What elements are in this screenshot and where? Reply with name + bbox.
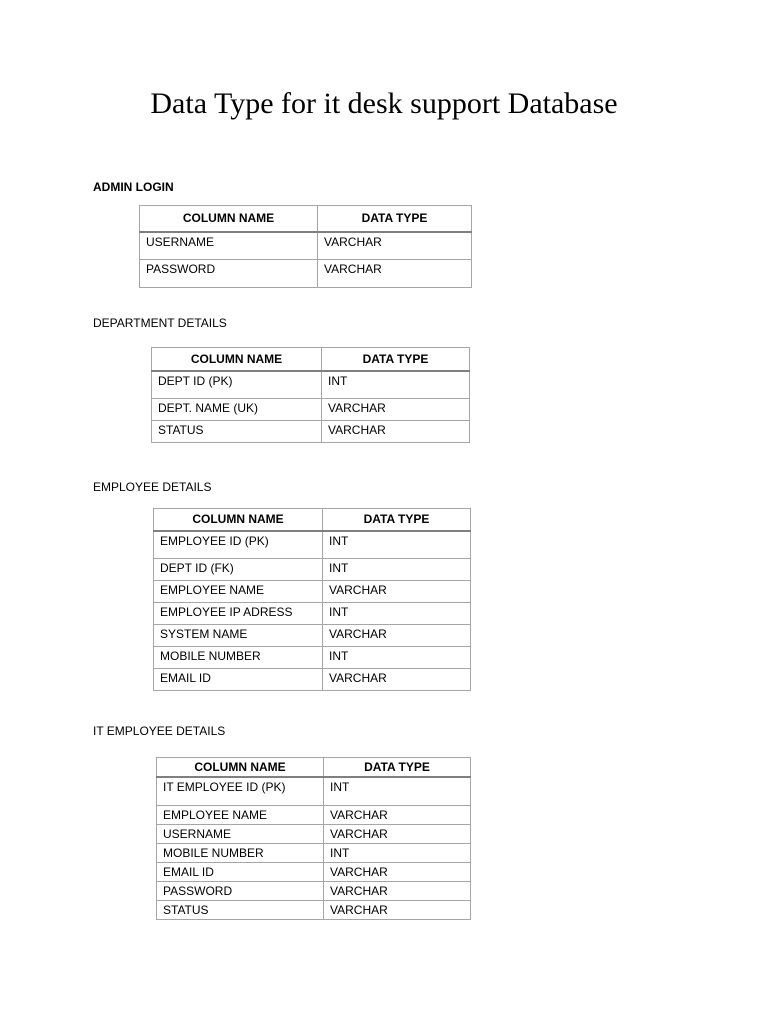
data-type-cell: VARCHAR (323, 581, 471, 603)
column-name-cell: EMPLOYEE IP ADRESS (154, 603, 323, 625)
column-name-cell: EMAIL ID (154, 669, 323, 691)
table-row (154, 531, 471, 559)
data-type-cell: INT (323, 647, 471, 669)
table-row (140, 260, 472, 288)
data-type-cell: VARCHAR (323, 625, 471, 647)
table-row (154, 669, 471, 691)
data-type-cell: VARCHAR (324, 901, 471, 920)
table-header-row (157, 758, 471, 777)
column-name-cell: EMPLOYEE ID (PK) (154, 531, 323, 559)
column-name-cell: USERNAME (140, 232, 318, 260)
table-row (157, 863, 471, 882)
data-type-header: DATA TYPE (318, 206, 472, 232)
section-heading-department-details: DEPARTMENT DETAILS (93, 316, 227, 330)
data-type-cell: INT (322, 371, 470, 399)
column-name-cell: IT EMPLOYEE ID (PK) (157, 777, 324, 806)
table-row (152, 371, 470, 399)
table-row (157, 844, 471, 863)
data-type-cell: VARCHAR (324, 882, 471, 901)
data-type-cell: INT (324, 777, 471, 806)
table-row (157, 825, 471, 844)
data-type-header: DATA TYPE (324, 758, 471, 777)
column-name-cell: SYSTEM NAME (154, 625, 323, 647)
table-row (152, 421, 470, 443)
section-heading-it-employee-details: IT EMPLOYEE DETAILS (93, 724, 226, 738)
data-type-cell: INT (323, 531, 471, 559)
data-type-cell: VARCHAR (324, 806, 471, 825)
column-name-header: COLUMN NAME (152, 348, 322, 371)
table-header-row (152, 348, 470, 371)
column-name-cell: DEPT. NAME (UK) (152, 399, 322, 421)
column-name-cell: EMPLOYEE NAME (154, 581, 323, 603)
data-type-cell: INT (323, 559, 471, 581)
table-row (140, 232, 472, 260)
section-heading-admin-login: ADMIN LOGIN (93, 180, 174, 194)
section-heading-employee-details: EMPLOYEE DETAILS (93, 480, 212, 494)
table-row (154, 625, 471, 647)
column-name-header: COLUMN NAME (154, 509, 323, 531)
it-employee-details-table (156, 757, 471, 920)
table-row (154, 603, 471, 625)
data-type-header: DATA TYPE (322, 348, 470, 371)
column-name-cell: DEPT ID (PK) (152, 371, 322, 399)
column-name-cell: EMAIL ID (157, 863, 324, 882)
data-type-cell: VARCHAR (323, 669, 471, 691)
column-name-header: COLUMN NAME (140, 206, 318, 232)
data-type-cell: INT (323, 603, 471, 625)
data-type-cell: VARCHAR (324, 825, 471, 844)
column-name-cell: PASSWORD (157, 882, 324, 901)
page-title: Data Type for it desk support Database (150, 87, 618, 120)
data-type-header: DATA TYPE (323, 509, 471, 531)
column-name-cell: USERNAME (157, 825, 324, 844)
data-type-cell: INT (324, 844, 471, 863)
column-name-cell: STATUS (157, 901, 324, 920)
table-row (152, 399, 470, 421)
data-type-cell: VARCHAR (324, 863, 471, 882)
column-name-header: COLUMN NAME (157, 758, 324, 777)
column-name-cell: DEPT ID (FK) (154, 559, 323, 581)
table-header-row (154, 509, 471, 531)
employee-details-table (153, 508, 471, 691)
table-row (154, 559, 471, 581)
data-type-cell: VARCHAR (322, 421, 470, 443)
data-type-cell: VARCHAR (318, 232, 472, 260)
data-type-cell: VARCHAR (322, 399, 470, 421)
table-row (157, 901, 471, 920)
department-details-table (151, 347, 470, 443)
column-name-cell: MOBILE NUMBER (154, 647, 323, 669)
column-name-cell: EMPLOYEE NAME (157, 806, 324, 825)
column-name-cell: MOBILE NUMBER (157, 844, 324, 863)
table-row (157, 806, 471, 825)
data-type-cell: VARCHAR (318, 260, 472, 288)
table-header-row (140, 206, 472, 232)
column-name-cell: STATUS (152, 421, 322, 443)
table-row (157, 777, 471, 806)
admin-login-table (139, 205, 472, 288)
table-row (154, 647, 471, 669)
table-row (157, 882, 471, 901)
column-name-cell: PASSWORD (140, 260, 318, 288)
table-row (154, 581, 471, 603)
